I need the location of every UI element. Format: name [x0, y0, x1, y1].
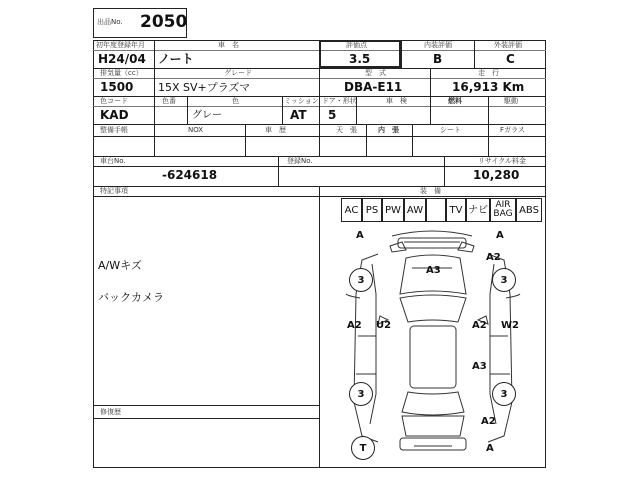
repair-history-label: 修復歴 — [100, 408, 121, 416]
model-label: 型 式 — [365, 69, 386, 77]
damage-left-a2: A2 — [347, 320, 362, 331]
color-name-label: 色 — [232, 97, 239, 105]
roof-outline — [410, 326, 456, 388]
equipment-abs: ABS — [516, 198, 542, 222]
remarks-label: 特記事項 — [100, 187, 128, 195]
grade-value: 15X SV+プラズマ — [158, 81, 251, 94]
equipment-ps: PS — [362, 198, 382, 222]
ceiling-label: 天 張 — [336, 126, 357, 134]
damage-rear-a: A — [486, 443, 494, 454]
equipment-label: 装 備 — [420, 187, 441, 195]
score-label: 評価点 — [346, 41, 367, 49]
doors-value: 5 — [328, 108, 337, 122]
equipment-navi: ナビ — [466, 198, 490, 222]
registration-number-label: 登録No. — [287, 157, 313, 165]
chassis-number-label: 車台No. — [100, 157, 126, 165]
equipment-aw: AW — [404, 198, 426, 222]
damage-left-u2: U2 — [376, 320, 392, 331]
tire-rear-right: 3 — [492, 382, 516, 406]
tire-spare: T — [351, 436, 375, 460]
damage-right-w2: W2 — [501, 320, 519, 331]
displacement-label: 排気量（cc） — [100, 69, 143, 77]
interior-score-value: B — [433, 52, 443, 66]
color-code-value: KAD — [100, 108, 129, 122]
damage-rear-a2: A2 — [481, 416, 496, 427]
damage-right-a2: A2 — [472, 320, 487, 331]
tire-rear-left: 3 — [349, 382, 373, 406]
mileage-label: 走 行 — [478, 69, 499, 77]
vehicle-history-label: 車 歴 — [265, 126, 286, 134]
color-number-label: 色番 — [162, 97, 176, 105]
chassis-number-value: -624618 — [162, 168, 218, 182]
damage-rear-door-a3: A3 — [472, 361, 487, 372]
equipment-blank — [426, 198, 446, 222]
mileage-value: 16,913 Km — [452, 80, 525, 94]
rear-bumper-outline — [400, 438, 466, 450]
seat-label: シート — [440, 126, 461, 134]
lot-number-label: 出品No. — [97, 18, 123, 26]
car-name-value: ノート — [158, 52, 194, 66]
mission-value: AT — [290, 108, 307, 122]
color-code-label: 色コード — [100, 97, 128, 105]
recycle-fee-label: リサイクル料金 — [478, 157, 527, 165]
displacement-value: 1500 — [100, 80, 134, 94]
equipment-pw: PW — [382, 198, 404, 222]
exterior-score-label: 外装評価 — [494, 41, 522, 49]
interior-trim-label: 内 張 — [378, 126, 399, 134]
tire-front-right: 3 — [492, 268, 516, 292]
windshield-outline — [400, 295, 466, 322]
reg-date-value: H24/04 — [98, 52, 146, 66]
equipment-tv: TV — [446, 198, 466, 222]
color-value: グレー — [192, 110, 222, 121]
exterior-score-value: C — [506, 52, 515, 66]
recycle-fee-value: 10,280 — [473, 168, 520, 182]
front-glass-label: Fガラス — [500, 126, 525, 134]
front-grille-outline — [398, 238, 466, 248]
lot-number-value: 2050 — [140, 12, 188, 32]
doors-label: ドア・形状 — [322, 97, 357, 105]
rear-window-outline — [402, 392, 464, 415]
interior-score-label: 内装評価 — [424, 41, 452, 49]
car-damage-diagram — [320, 224, 545, 467]
car-name-label: 車 名 — [218, 41, 239, 49]
damage-front-left-a: A — [356, 230, 364, 241]
drive-label: 駆動 — [504, 97, 518, 105]
damage-hood-a3: A3 — [426, 265, 441, 276]
front-bumper-outline — [392, 231, 472, 236]
equipment-airbag: AIR BAG — [490, 198, 516, 222]
model-value: DBA-E11 — [344, 80, 403, 94]
rear-hatch-outline — [402, 416, 464, 436]
tire-front-left: 3 — [349, 268, 373, 292]
mission-label: ミッション — [284, 97, 319, 105]
inspection-label: 車 検 — [386, 97, 407, 105]
remark-line-2: バックカメラ — [98, 291, 164, 304]
equipment-ac: AC — [341, 198, 362, 222]
nox-label: NOX — [188, 126, 204, 134]
grade-label: グレード — [224, 69, 252, 77]
damage-front-right-a: A — [496, 230, 504, 241]
damage-fender-right-a2: A2 — [486, 252, 501, 263]
fuel-label: 燃料 — [448, 97, 462, 105]
remark-line-1: A/Wキズ — [98, 259, 142, 272]
score-value: 3.5 — [349, 52, 371, 66]
reg-date-label: 初年度登録年月 — [96, 41, 145, 49]
maintenance-book-label: 整備手帳 — [100, 126, 128, 134]
